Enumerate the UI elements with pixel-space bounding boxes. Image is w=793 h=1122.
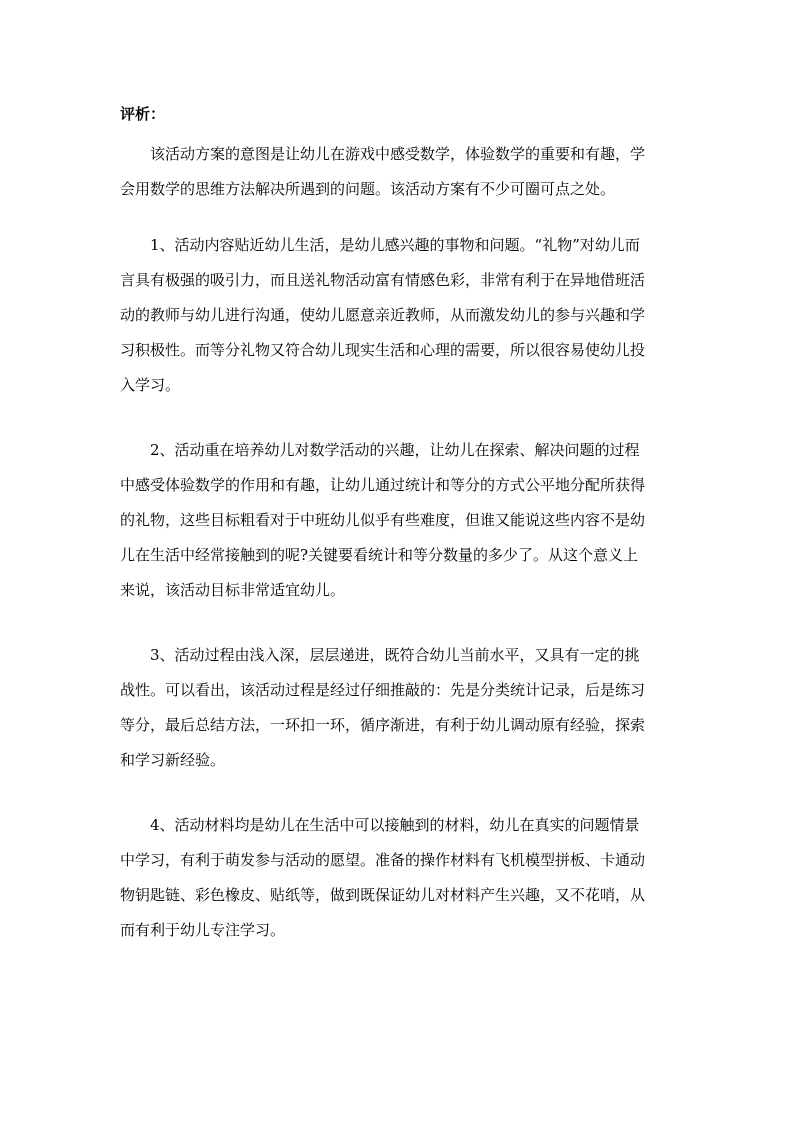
point-3-line: 等分，最后总结方法，一环扣一环，循序渐进，有利于幼儿调动原有经验，探索 — [120, 716, 646, 734]
intro-line: 该活动方案的意图是让幼儿在游戏中感受数学，体验数学的重要和有趣，学 — [150, 145, 646, 163]
point-4-line: 而有利于幼儿专注学习。 — [120, 921, 286, 939]
point-1-line: 入学习。 — [120, 376, 181, 394]
intro-line: 会用数学的思维方法解决所遇到的问题。该活动方案有不少可圈可点之处。 — [120, 180, 616, 198]
point-2-line: 中感受体验数学的作用和有趣，让幼儿通过统计和等分的方式公平地分配所获得 — [120, 476, 646, 494]
point-1-line: 习积极性。而等分礼物又符合幼儿现实生活和心理的需要，所以很容易使幼儿投 — [120, 341, 646, 359]
point-3-line: 战性。可以看出，该活动过程是经过仔细推敲的：先是分类统计记录，后是练习 — [120, 681, 646, 699]
point-3-line: 3、活动过程由浅入深，层层递进，既符合幼儿当前水平，又具有一定的挑 — [150, 646, 640, 664]
point-2-line: 2、活动重在培养幼儿对数学活动的兴趣，让幼儿在探索、解决问题的过程 — [150, 441, 640, 459]
point-1-line: 1、活动内容贴近幼儿生活，是幼儿感兴趣的事物和问题。“礼物”对幼儿而 — [150, 236, 640, 254]
point-1-line: 言具有极强的吸引力，而且送礼物活动富有情感色彩，非常有利于在异地借班活 — [120, 271, 646, 289]
point-4-line: 中学习，有利于萌发参与活动的愿望。准备的操作材料有飞机模型拼板、卡通动 — [120, 851, 646, 869]
point-4-line: 4、活动材料均是幼儿在生活中可以接触到的材料，幼儿在真实的问题情景 — [150, 816, 640, 834]
point-2-line: 的礼物，这些目标粗看对于中班幼儿似乎有些难度，但谁又能说这些内容不是幼 — [120, 511, 646, 529]
point-4-line: 物钥匙链、彩色橡皮、贴纸等，做到既保证幼儿对材料产生兴趣，又不花哨，从 — [120, 886, 646, 904]
section-heading: 评析： — [120, 105, 166, 123]
point-3-line: 和学习新经验。 — [120, 751, 226, 769]
point-2-line: 来说，该活动目标非常适宜幼儿。 — [120, 581, 346, 599]
point-2-line: 儿在生活中经常接触到的呢?关键要看统计和等分数量的多少了。从这个意义上 — [120, 546, 639, 564]
point-1-line: 动的教师与幼儿进行沟通，使幼儿愿意亲近教师，从而激发幼儿的参与兴趣和学 — [120, 306, 646, 324]
